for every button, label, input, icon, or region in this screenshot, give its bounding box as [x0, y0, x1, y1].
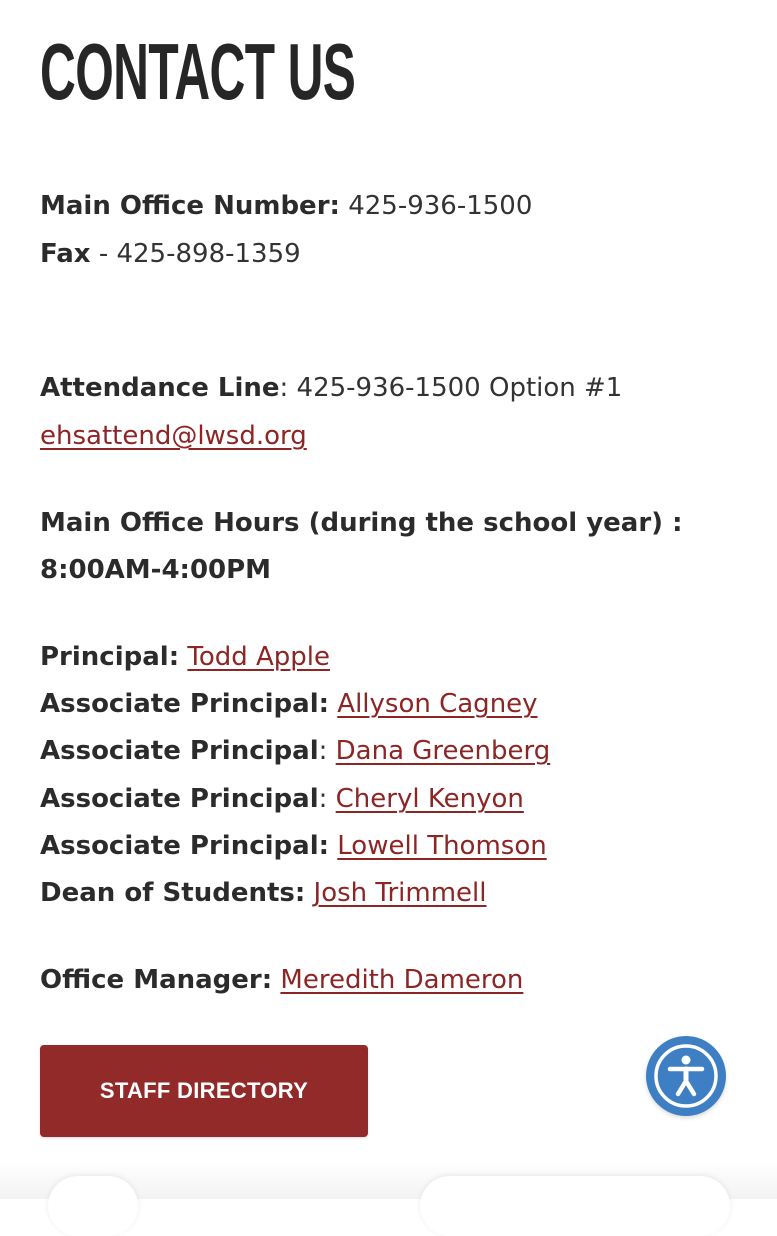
staff-name-link[interactable]: Lowell Thomson: [337, 831, 547, 861]
main-office-number: 425-936-1500: [348, 191, 533, 221]
staff-title: Associate Principal: [40, 784, 319, 814]
staff-row-associate-principal: [40, 828, 547, 864]
staff-directory-button[interactable]: [40, 1045, 368, 1137]
office-hours-line: [40, 505, 682, 541]
attendance-label: Attendance Line: [40, 373, 280, 403]
office-manager-line: [40, 962, 523, 998]
bottom-nav-button-left[interactable]: [48, 1176, 138, 1236]
staff-row-associate-principal: [40, 686, 538, 722]
main-office-label: Main Office Number:: [40, 191, 340, 221]
staff-row-principal: [40, 639, 330, 675]
attendance-email-line: [40, 418, 307, 454]
fax-label: Fax: [40, 239, 91, 269]
attendance-line: [40, 370, 622, 406]
attendance-number: : 425-936-1500 Option #1: [279, 373, 623, 403]
staff-directory-label: STAFF DIRECTORY: [99, 1078, 309, 1103]
staff-row-associate-principal: [40, 781, 524, 817]
bottom-nav-button-right[interactable]: [420, 1176, 730, 1236]
staff-title: Associate Principal: [40, 736, 319, 766]
office-hours-label: Main Office Hours (during the school year) :: [40, 508, 683, 538]
main-office-line: [40, 188, 532, 224]
office-manager-link[interactable]: Meredith Dameron: [280, 965, 524, 995]
staff-name-link[interactable]: Todd Apple: [187, 642, 331, 672]
staff-separator: :: [318, 784, 328, 814]
attendance-email-link[interactable]: ehsattend@lwsd.org: [40, 421, 307, 451]
staff-title: Associate Principal:: [40, 689, 330, 719]
staff-name-link[interactable]: Dana Greenberg: [335, 736, 551, 766]
staff-title: Dean of Students:: [40, 878, 306, 908]
staff-name-link[interactable]: Josh Trimmell: [313, 878, 487, 908]
office-hours-value-line: [40, 552, 271, 588]
fax-number: - 425-898-1359: [98, 239, 301, 269]
fax-line: [40, 236, 301, 272]
accessibility-icon: [646, 1036, 726, 1116]
staff-title: Principal:: [40, 642, 180, 672]
staff-title: Associate Principal:: [40, 831, 330, 861]
staff-row-dean: [40, 875, 486, 911]
staff-row-associate-principal: [40, 733, 550, 769]
staff-name-link[interactable]: Cheryl Kenyon: [335, 784, 524, 814]
page-title: CONTACT US: [40, 27, 356, 116]
staff-separator: :: [318, 736, 328, 766]
office-manager-title: Office Manager:: [40, 965, 273, 995]
office-hours-value: 8:00AM-4:00PM: [40, 555, 272, 585]
accessibility-button[interactable]: [646, 1036, 726, 1116]
staff-name-link[interactable]: Allyson Cagney: [337, 689, 538, 719]
